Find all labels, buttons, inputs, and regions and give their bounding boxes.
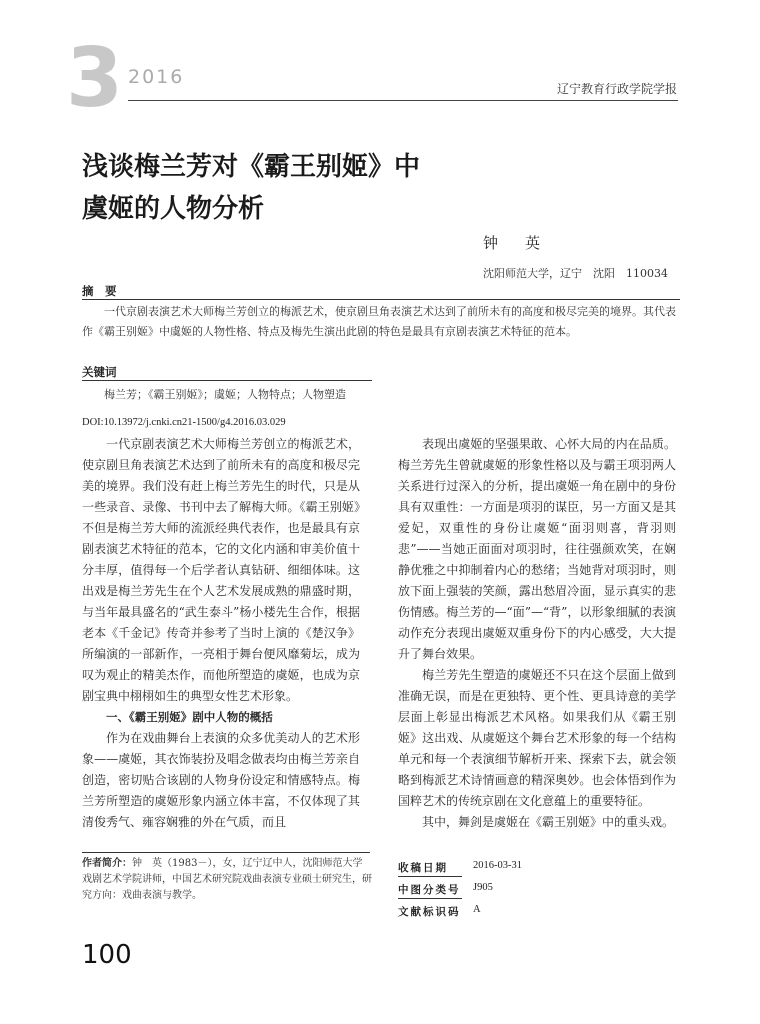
paragraph: 梅兰芳先生塑造的虞姬还不只在这个层面上做到准确无误，而是在更独特、更个性、更具诗意的美学层面上彰显出梅派艺术风格。如果我们从《霸王别姬》这出戏、从虞姬这个舞台艺术形象的每一个结构单元和每一个表演细节解析开来、探索下去，就会领略到梅派艺术诗情画意的精深奥妙。也会体悟到作为国粹艺术的传统京剧在文化意蕴上的重要特征。 bbox=[398, 668, 676, 808]
abstract-text: 一代京剧表演艺术大师梅兰芳创立的梅派艺术，使京剧旦角表演艺术达到了前所未有的高度和极尽完美的境界。其代表作《霸王别姬》中虞姬的人物性格、特点及梅先生演出此剧的特色是最具有京剧表演艺术特征的范本。 bbox=[82, 305, 676, 338]
body-right-column bbox=[398, 434, 676, 833]
body-left-column bbox=[82, 434, 360, 833]
received-date-row bbox=[398, 860, 578, 878]
author-name: 钟 英 bbox=[483, 234, 547, 252]
paragraph: 表现出虞姬的坚强果敢、心怀大局的内在品质。梅兰芳先生曾就虞姬的形象性格以及与霸王项羽两人关系进行过深入的分析，提出虞姬一角在剧中的身份具有双重性：一方面是项羽的谋臣，另一方面又是其爱妃，双重性的身份让虞姬“面羽则喜，背羽则悲”——当她正面面对项羽时，往往强颜欢笑，在娴静优雅之中抑制着内心的愁绪；当她背对项羽时，则放下面上强装的笑颜，露出愁眉冷面，显示真实的悲伤情感。梅兰芳的—“面”—“背”，以形象细腻的表演动作充分表现出虞姬双重身份下的内心感受，大大提升了舞台效果。 bbox=[398, 437, 676, 661]
clc-row bbox=[398, 882, 578, 900]
keywords-text: 梅兰芳；《霸王别姬》；虞姬；人物特点；人物塑造 bbox=[104, 388, 346, 401]
clc-value: J905 bbox=[473, 882, 493, 893]
issue-year: 2016 bbox=[128, 66, 185, 88]
abstract-rule bbox=[82, 299, 680, 300]
title-line-2: 虞姬的人物分析 bbox=[82, 194, 265, 224]
section-heading: 一、《霸王别姬》剧中人物的概括 bbox=[106, 710, 273, 724]
issue-number: 3 bbox=[66, 31, 124, 126]
journal-name: 辽宁教育行政学院学报 bbox=[556, 82, 677, 96]
keywords-label: 关键词 bbox=[82, 365, 117, 379]
page-number: 100 bbox=[82, 940, 132, 970]
doc-code-label: 文献标识码 bbox=[398, 906, 461, 918]
paragraph: 作为在戏曲舞台上表演的众多优美动人的艺术形象——虞姬，其衣饰装扮及唱念做表均由梅兰芳亲自创造，密切贴合该剧的人物身份设定和情感特点。梅兰芳所塑造的虞姬形象内涵立体丰富，不仅体现了其清俊秀气、雍容娴雅的外在气质，而且 bbox=[82, 731, 360, 829]
author-bio-footnote bbox=[82, 856, 372, 904]
received-label: 收稿日期 bbox=[398, 862, 448, 874]
author-affiliation: 沈阳师范大学，辽宁 沈阳 110034 bbox=[483, 267, 668, 280]
header-rule bbox=[128, 100, 678, 101]
footnote-text: 钟 英（1983－），女，辽宁辽中人，沈阳师范大学戏剧艺术学院讲师，中国艺术研究院戏曲表演专业硕士研究生，研究方向：戏曲表演与教学。 bbox=[82, 858, 372, 901]
keywords-rule bbox=[82, 380, 372, 381]
abstract-label: 摘 要 bbox=[82, 284, 117, 298]
footnote-rule bbox=[82, 852, 370, 853]
clc-label: 中图分类号 bbox=[398, 884, 461, 896]
paragraph: 其中，舞剑是虞姬在《霸王别姬》中的重头戏。 bbox=[422, 815, 675, 829]
footnote-label: 作者简介： bbox=[82, 858, 132, 869]
title-line-1: 浅谈梅兰芳对《霸王别姬》中 bbox=[82, 152, 421, 182]
doc-code-value: A bbox=[473, 904, 481, 915]
received-value: 2016-03-31 bbox=[473, 860, 522, 871]
article-title bbox=[82, 146, 642, 230]
doc-code-row bbox=[398, 904, 578, 922]
meta-underline bbox=[398, 876, 462, 877]
meta-underline bbox=[398, 898, 462, 899]
paragraph: 一代京剧表演艺术大师梅兰芳创立的梅派艺术，使京剧旦角表演艺术达到了前所未有的高度和极尽完美的境界。我们没有赶上梅兰芳先生的时代，只是从一些录音、录像、书刊中去了解梅大师。《霸王别姬》不但是梅兰芳大师的流派经典代表作，也是最具有京剧表演艺术特征的范本，它的文化内涵和审美价值十分丰厚，值得每一个后学者认真钻研、细细体味。这出戏是梅兰芳先生在个人艺术发展成熟的鼎盛时期，与当年最具盛名的“武生泰斗”杨小楼先生合作，根据老本《千金记》传奇并参考了当时上演的《楚汉争》所编演的一部新作，一亮相于舞台便风靡菊坛，成为叹为观止的精美杰作，而他所塑造的虞姬，也成为京剧宝典中栩栩如生的典型女性艺术形象。 bbox=[82, 437, 360, 703]
doi: DOI:10.13972/j.cnki.cn21-1500/g4.2016.03.029 bbox=[82, 417, 286, 428]
